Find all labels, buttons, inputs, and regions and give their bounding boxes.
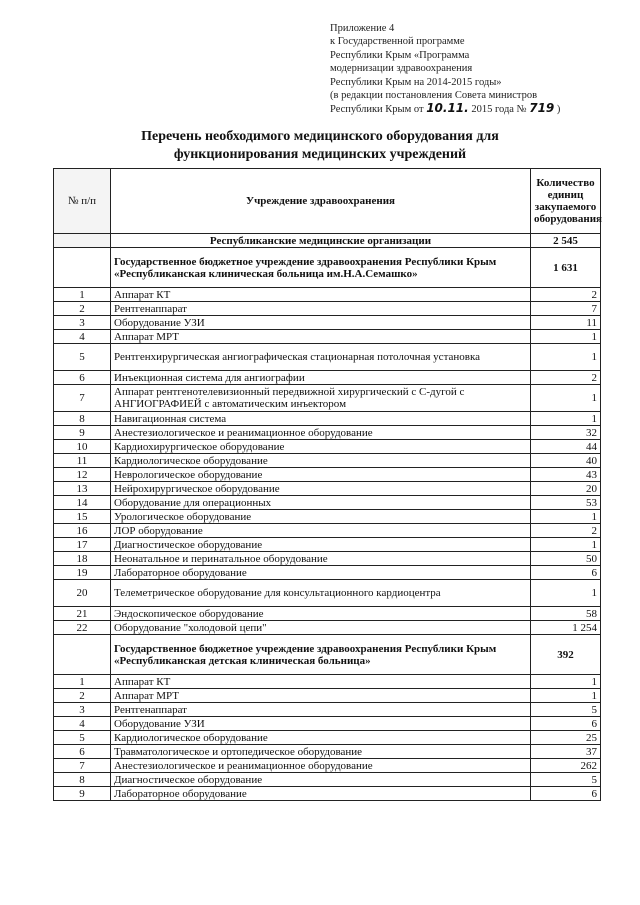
appendix-last-line [330, 102, 630, 116]
table-row [54, 454, 601, 468]
row-number: 1 [54, 675, 111, 689]
table-row [54, 316, 601, 330]
table-row [54, 426, 601, 440]
row-equipment-name: Навигационная система [111, 412, 531, 426]
row-equipment-name: Кардиохирургическое оборудование [111, 440, 531, 454]
row-number: 21 [54, 607, 111, 621]
org-name: Государственное бюджетное учреждение здравоохранения Республики Крым «Республиканская клиническая больница им.Н.А.Семашко» [111, 248, 531, 288]
row-equipment-name: Лабораторное оборудование [111, 787, 531, 801]
row-number: 11 [54, 454, 111, 468]
row-number: 4 [54, 717, 111, 731]
row-quantity: 1 [531, 330, 601, 344]
row-number: 1 [54, 288, 111, 302]
row-quantity: 6 [531, 566, 601, 580]
row-quantity: 53 [531, 496, 601, 510]
table-row [54, 552, 601, 566]
row-number: 19 [54, 566, 111, 580]
org-num-cell [54, 635, 111, 675]
row-number: 2 [54, 689, 111, 703]
row-quantity: 1 [531, 538, 601, 552]
title-line-2: функционирования медицинских учреждений [173, 147, 467, 162]
row-equipment-name: Анестезиологическое и реанимационное оборудование [111, 426, 531, 440]
table-row [54, 288, 601, 302]
table-row [54, 703, 601, 717]
row-equipment-name: Диагностическое оборудование [111, 538, 531, 552]
table-row [54, 412, 601, 426]
row-equipment-name: Инъекционная система для ангиографии [111, 371, 531, 385]
table-row [54, 302, 601, 316]
row-quantity: 32 [531, 426, 601, 440]
row-quantity: 1 [531, 510, 601, 524]
row-number: 9 [54, 787, 111, 801]
row-quantity: 25 [531, 731, 601, 745]
row-equipment-name: Урологическое оборудование [111, 510, 531, 524]
row-number: 16 [54, 524, 111, 538]
row-quantity: 5 [531, 703, 601, 717]
row-quantity: 6 [531, 717, 601, 731]
appendix-closing: ) [556, 104, 561, 116]
row-number: 9 [54, 426, 111, 440]
row-equipment-name: Кардиологическое оборудование [111, 454, 531, 468]
summary-num-cell [54, 234, 111, 248]
row-number: 3 [54, 703, 111, 717]
row-quantity: 44 [531, 440, 601, 454]
row-number: 18 [54, 552, 111, 566]
org-quantity: 392 [531, 635, 601, 675]
table-row [54, 787, 601, 801]
appendix-line: Республики Крым «Программа [330, 49, 470, 61]
table-row [54, 496, 601, 510]
org-row [54, 248, 601, 288]
row-equipment-name: Аппарат КТ [111, 675, 531, 689]
row-quantity: 2 [531, 371, 601, 385]
table-row [54, 524, 601, 538]
row-number: 20 [54, 580, 111, 607]
header-institution: Учреждение здравоохранения [111, 169, 531, 234]
table-row [54, 344, 601, 371]
table-row [54, 482, 601, 496]
row-quantity: 1 [531, 412, 601, 426]
org-quantity: 1 631 [531, 248, 601, 288]
appendix-last-prefix: Республики Крым от [330, 104, 424, 116]
row-equipment-name: ЛОР оборудование [111, 524, 531, 538]
row-equipment-name: Оборудование для операционных [111, 496, 531, 510]
row-number: 12 [54, 468, 111, 482]
row-number: 8 [54, 773, 111, 787]
row-number: 7 [54, 385, 111, 412]
row-number: 6 [54, 371, 111, 385]
appendix-line: модернизации здравоохранения [330, 63, 473, 75]
table-header-row [54, 169, 601, 234]
table-row [54, 538, 601, 552]
row-quantity: 1 [531, 689, 601, 703]
row-equipment-name: Лабораторное оборудование [111, 566, 531, 580]
table-row [54, 745, 601, 759]
row-equipment-name: Травматологическое и ортопедическое оборудование [111, 745, 531, 759]
row-quantity: 2 [531, 288, 601, 302]
row-quantity: 6 [531, 787, 601, 801]
row-equipment-name: Аппарат МРТ [111, 689, 531, 703]
org-num-cell [54, 248, 111, 288]
appendix-year: 2015 года № [471, 104, 527, 116]
table-row [54, 371, 601, 385]
table-row [54, 621, 601, 635]
row-equipment-name: Рентгенаппарат [111, 302, 531, 316]
row-quantity: 1 [531, 344, 601, 371]
row-equipment-name: Эндоскопическое оборудование [111, 607, 531, 621]
table-row [54, 580, 601, 607]
org-row [54, 635, 601, 675]
row-equipment-name: Неврологическое оборудование [111, 468, 531, 482]
table-row [54, 510, 601, 524]
table-row [54, 468, 601, 482]
row-quantity: 37 [531, 745, 601, 759]
table-row [54, 759, 601, 773]
row-equipment-name: Аппарат МРТ [111, 330, 531, 344]
equipment-table [53, 168, 601, 801]
row-equipment-name: Диагностическое оборудование [111, 773, 531, 787]
row-quantity: 1 [531, 580, 601, 607]
row-number: 5 [54, 731, 111, 745]
table-row [54, 385, 601, 412]
appendix-line: Приложение 4 [330, 23, 395, 34]
row-quantity: 11 [531, 316, 601, 330]
appendix-line: к Государственной программе [330, 36, 465, 48]
appendix-block [330, 22, 630, 117]
row-number: 14 [54, 496, 111, 510]
appendix-line: Республики Крым на 2014-2015 годы» [330, 76, 502, 88]
row-equipment-name: Неонатальное и перинатальное оборудование [111, 552, 531, 566]
table-row [54, 717, 601, 731]
row-number: 15 [54, 510, 111, 524]
row-equipment-name: Аппарат рентгенотелевизионный передвижной хирургический с С-дугой с АНГИОГРАФИЕЙ с автоматическим инъектором [111, 385, 531, 412]
row-number: 2 [54, 302, 111, 316]
table-row [54, 330, 601, 344]
row-number: 4 [54, 330, 111, 344]
row-equipment-name: Оборудование УЗИ [111, 316, 531, 330]
table-row [54, 689, 601, 703]
org-name: Государственное бюджетное учреждение здравоохранения Республики Крым «Республиканская детская клиническая больница» [111, 635, 531, 675]
table-row [54, 675, 601, 689]
summary-quantity: 2 545 [531, 234, 601, 248]
row-quantity: 50 [531, 552, 601, 566]
row-number: 6 [54, 745, 111, 759]
row-number: 7 [54, 759, 111, 773]
table-row [54, 440, 601, 454]
summary-label: Республиканские медицинские организации [111, 234, 531, 248]
row-quantity: 7 [531, 302, 601, 316]
row-equipment-name: Оборудование "холодовой цепи" [111, 621, 531, 635]
row-number: 3 [54, 316, 111, 330]
row-quantity: 1 [531, 385, 601, 412]
header-num: № п/п [54, 169, 111, 234]
title-line-1: Перечень необходимого медицинского оборудования для [141, 129, 499, 144]
header-quantity: Количество единиц закупаемого оборудования [531, 169, 601, 234]
row-equipment-name: Нейрохирургическое оборудование [111, 482, 531, 496]
row-quantity: 2 [531, 524, 601, 538]
row-equipment-name: Аппарат КТ [111, 288, 531, 302]
row-number: 22 [54, 621, 111, 635]
row-number: 8 [54, 412, 111, 426]
row-equipment-name: Рентгенхирургическая ангиографическая стационарная потолочная установка [111, 344, 531, 371]
row-equipment-name: Телеметрическое оборудование для консультационного кардиоцентра [111, 580, 531, 607]
table-row [54, 607, 601, 621]
row-quantity: 5 [531, 773, 601, 787]
row-number: 13 [54, 482, 111, 496]
handwritten-date: 10.11. [426, 101, 469, 116]
row-number: 17 [54, 538, 111, 552]
appendix-line: (в редакции постановления Совета министров [330, 90, 538, 102]
table-row [54, 566, 601, 580]
row-quantity: 1 254 [531, 621, 601, 635]
row-equipment-name: Оборудование УЗИ [111, 717, 531, 731]
handwritten-number: 719 [529, 101, 555, 116]
summary-row [54, 234, 601, 248]
table-row [54, 773, 601, 787]
row-number: 5 [54, 344, 111, 371]
row-quantity: 1 [531, 675, 601, 689]
row-quantity: 43 [531, 468, 601, 482]
row-quantity: 262 [531, 759, 601, 773]
row-number: 10 [54, 440, 111, 454]
row-equipment-name: Кардиологическое оборудование [111, 731, 531, 745]
row-quantity: 40 [531, 454, 601, 468]
row-quantity: 58 [531, 607, 601, 621]
row-quantity: 20 [531, 482, 601, 496]
row-equipment-name: Анестезиологическое и реанимационное оборудование [111, 759, 531, 773]
page-title [0, 128, 640, 164]
table-row [54, 731, 601, 745]
row-equipment-name: Рентгенаппарат [111, 703, 531, 717]
